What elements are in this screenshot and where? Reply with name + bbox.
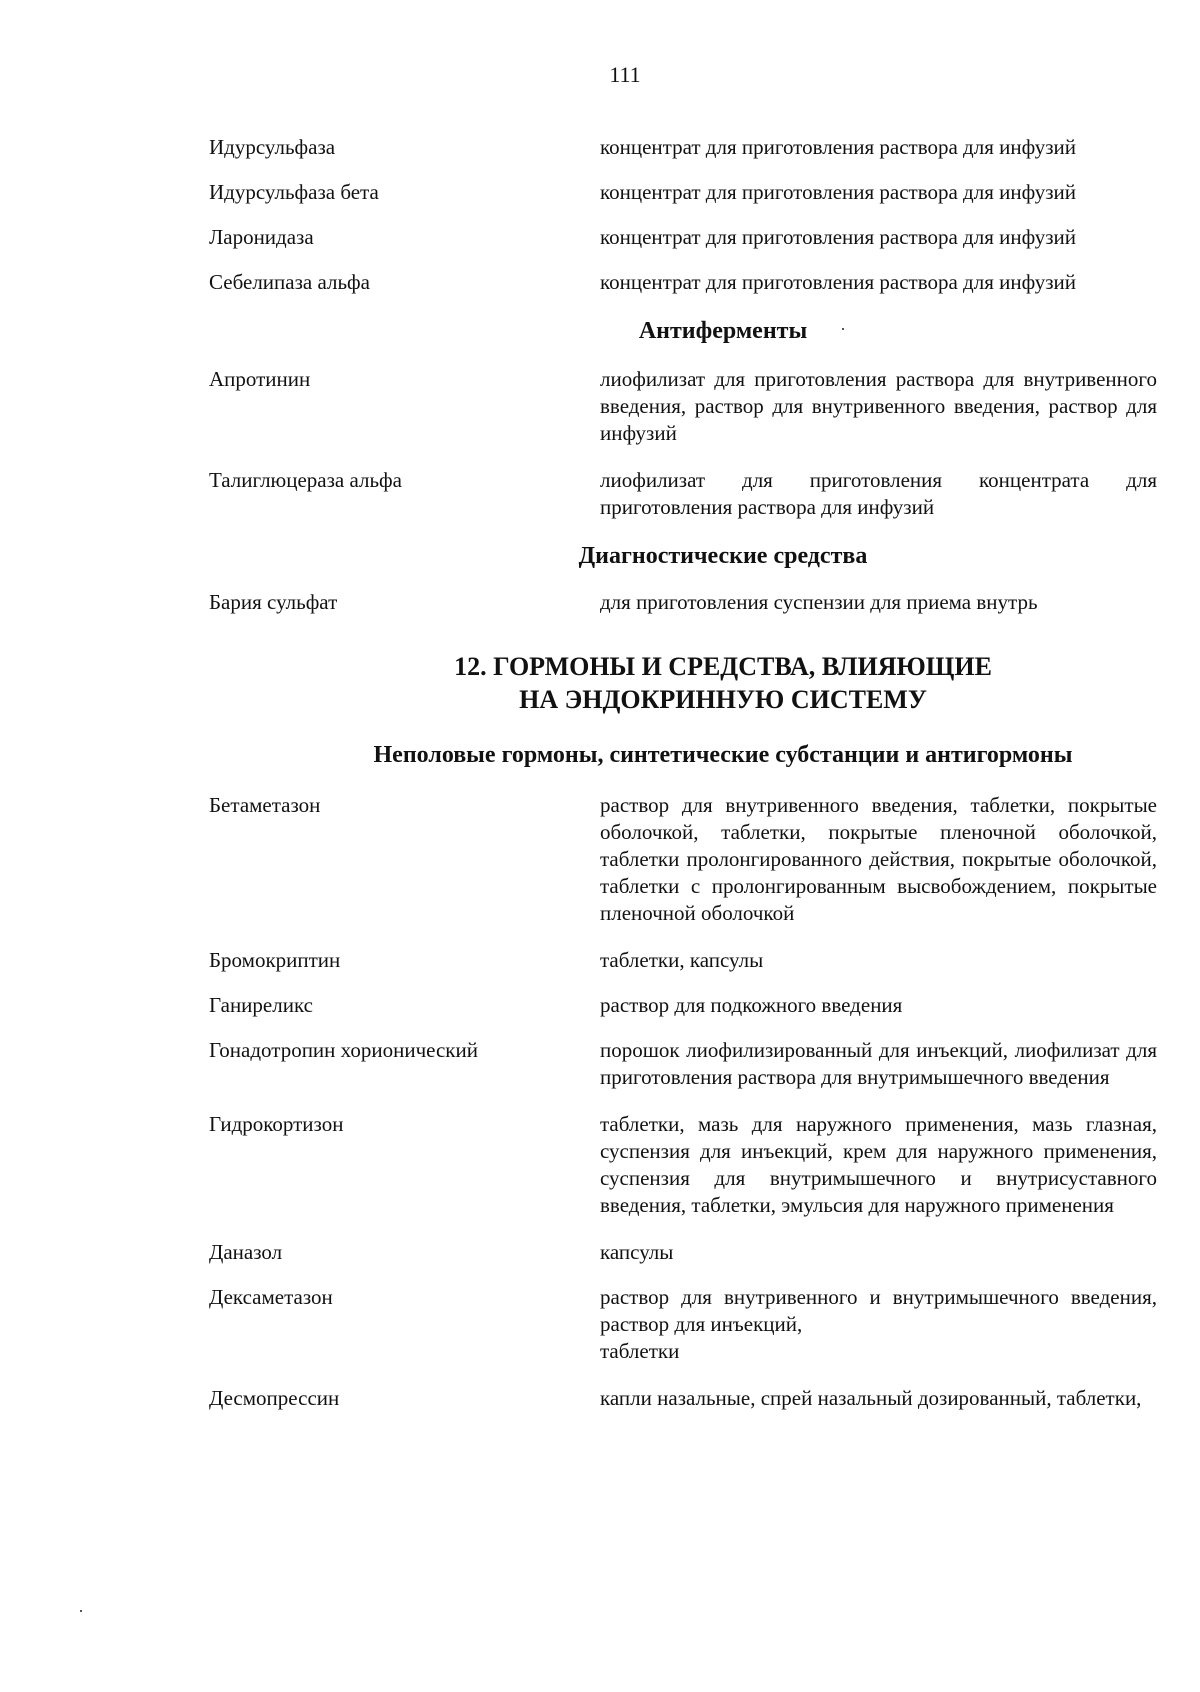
drug-form-line: раствор для инъекций, xyxy=(600,1312,803,1336)
section-heading-diagnostic: Диагностические средства xyxy=(578,543,868,569)
drug-form-line: раствор для внутривенного и внутримышечного введения, xyxy=(600,1285,1157,1309)
drug-form: раствор для подкожного введения xyxy=(600,993,903,1017)
section-heading-antienzymes: Антиферменты xyxy=(638,318,808,344)
drug-name: Талиглюцераза альфа xyxy=(209,468,402,492)
drug-name: Ганиреликс xyxy=(209,993,313,1017)
document-body xyxy=(209,134,1157,1412)
drug-name: Апротинин xyxy=(209,367,311,391)
drug-form: лиофилизат для приготовления раствора для внутривенного введения, раствор для внутривенного введения, раствор для инфузий xyxy=(600,367,1157,445)
drug-form: раствор для внутривенного введения, таблетки, покрытые оболочкой, таблетки, покрытые пленочной оболочкой, таблетки пролонгированного действия, покрытые оболочкой, таблетки с пролонгированным высвобождением, покрытые пленочной оболочкой xyxy=(600,793,1157,925)
entry-row xyxy=(209,992,1157,1019)
drug-name: Бетаметазон xyxy=(209,793,321,817)
page-number: 111 xyxy=(609,62,641,87)
drug-name: Гонадотропин хорионический xyxy=(209,1038,478,1062)
drug-name: Себелипаза альфа xyxy=(209,270,370,294)
drug-name: Дексаметазон xyxy=(209,1285,333,1309)
drug-name: Гидрокортизон xyxy=(209,1112,344,1136)
entry-row xyxy=(209,1239,1157,1266)
drug-form: порошок лиофилизированный для инъекций, лиофилизат для приготовления раствора для внутримышечного введения xyxy=(600,1038,1157,1089)
scan-speck xyxy=(80,1610,82,1612)
entry-row xyxy=(209,1284,1157,1365)
scan-speck xyxy=(842,328,844,330)
chapter-title-line1: 12. ГОРМОНЫ И СРЕДСТВА, ВЛИЯЮЩИЕ xyxy=(454,652,992,681)
chapter-title-line2: НА ЭНДОКРИННУЮ СИСТЕМУ xyxy=(519,685,927,714)
drug-name: Даназол xyxy=(209,1240,283,1264)
drug-form: концентрат для приготовления раствора для инфузий xyxy=(600,180,1076,204)
drug-form: капсулы xyxy=(600,1240,674,1264)
drug-name: Бария сульфат xyxy=(209,590,338,614)
drug-form-line: таблетки xyxy=(600,1339,680,1363)
drug-form: таблетки, капсулы xyxy=(600,948,764,972)
drug-form: таблетки, мазь для наружного применения, мазь глазная, суспензия для инъекций, крем для наружного применения, суспензия для внутримышечного и внутрисуставного введения, таблетки, эмульсия для наружного применения xyxy=(600,1112,1157,1217)
entry-row xyxy=(209,134,1157,161)
entry-row xyxy=(209,224,1157,251)
drug-name: Десмопрессин xyxy=(209,1386,340,1410)
entry-row xyxy=(209,366,1157,447)
drug-form: концентрат для приготовления раствора для инфузий xyxy=(600,225,1076,249)
entry-row xyxy=(209,1037,1157,1091)
drug-form: лиофилизат для приготовления концентрата для приготовления раствора для инфузий xyxy=(600,468,1157,519)
entry-row xyxy=(209,179,1157,206)
section-heading-hormones: Неполовые гормоны, синтетические субстанции и антигормоны xyxy=(373,742,1073,768)
drug-form: концентрат для приготовления раствора для инфузий xyxy=(600,135,1076,159)
entry-row xyxy=(209,467,1157,521)
entry-row xyxy=(209,1111,1157,1219)
entry-row xyxy=(209,1385,1157,1412)
chapter-title xyxy=(209,650,1157,716)
entry-row xyxy=(209,589,1157,616)
entry-row xyxy=(209,947,1157,974)
drug-form: капли назальные, спрей назальный дозированный, таблетки, xyxy=(600,1386,1142,1410)
drug-name: Бромокриптин xyxy=(209,948,341,972)
drug-form xyxy=(600,1284,1157,1365)
drug-name: Идурсульфаза xyxy=(209,135,336,159)
drug-form: для приготовления суспензии для приема внутрь xyxy=(600,590,1038,614)
drug-form: концентрат для приготовления раствора для инфузий xyxy=(600,270,1076,294)
drug-name: Идурсульфаза бета xyxy=(209,180,379,204)
entry-row xyxy=(209,792,1157,927)
entry-row xyxy=(209,269,1157,296)
drug-name: Ларонидаза xyxy=(209,225,314,249)
